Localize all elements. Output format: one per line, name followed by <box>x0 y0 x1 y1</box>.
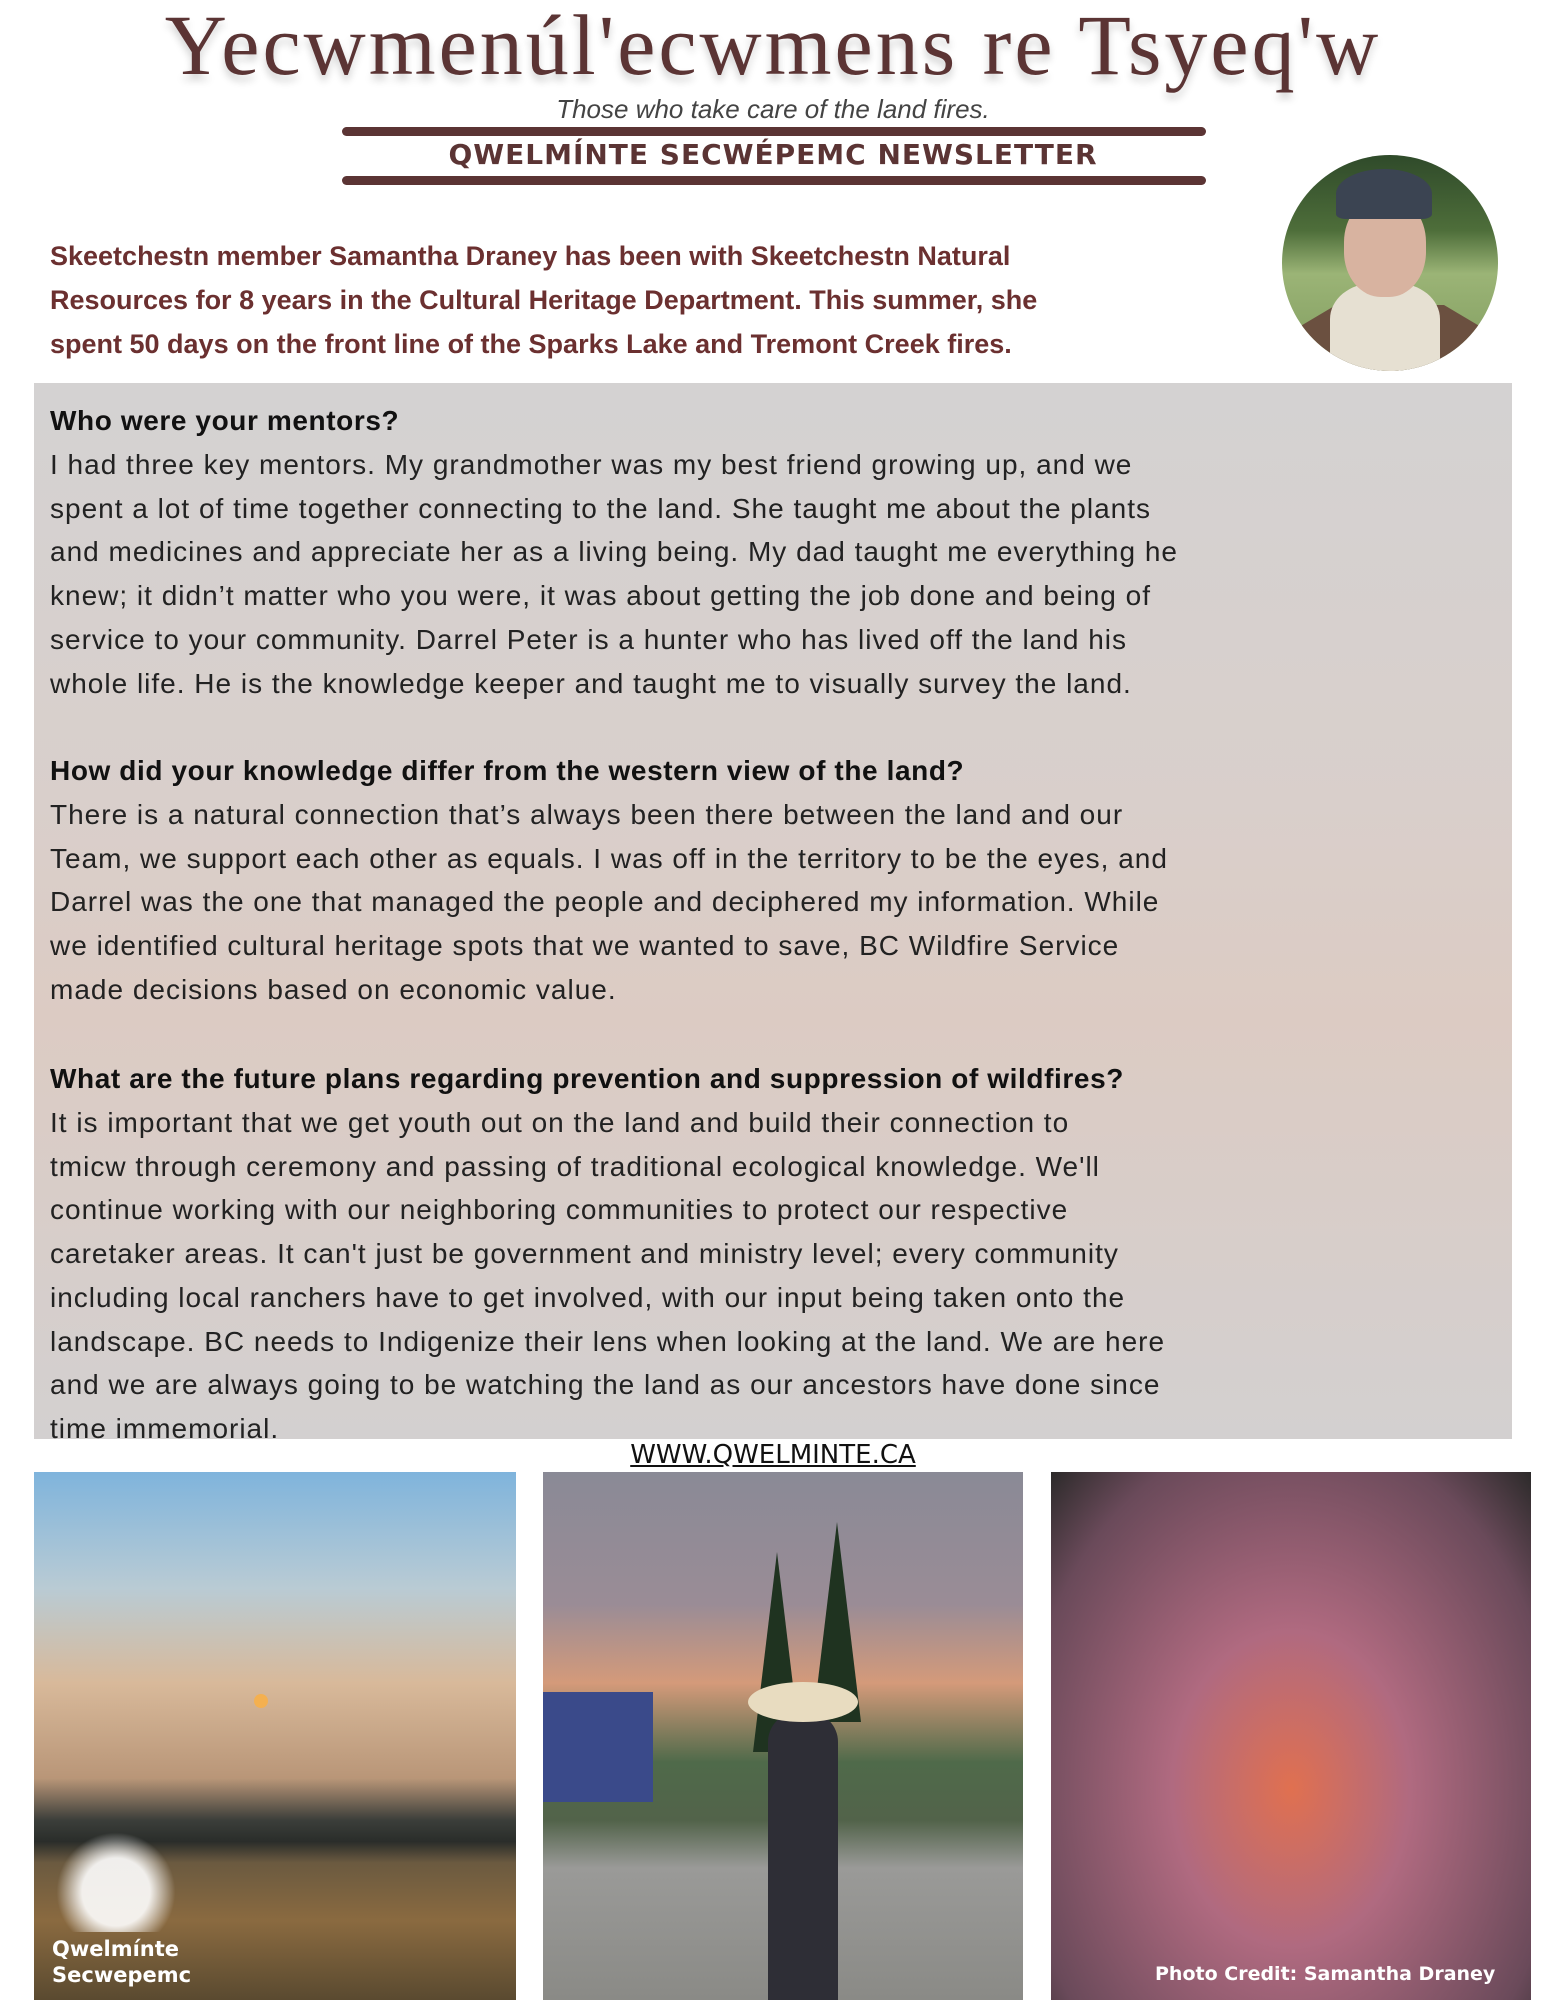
question-heading: How did your knowledge differ from the western view of the land? <box>50 755 965 786</box>
answer-line: landscape. BC needs to Indigenize their lens when looking at the land. We are here <box>50 1325 1166 1357</box>
answer-line: It is important that we get youth out on the land and build their connection to <box>50 1107 1070 1138</box>
intro-line: Resources for 8 years in the Cultural Heritage Department. This summer, she <box>50 285 1038 315</box>
fire-road-photo <box>543 1472 1023 2000</box>
question-heading: Who were your mentors? <box>50 405 400 436</box>
answer-line: There is a natural connection that’s always been there between the land and our <box>50 799 1124 830</box>
portrait-photo <box>1282 155 1498 371</box>
answer-line: I had three key mentors. My grandmother was my best friend growing up, and we <box>50 449 1133 480</box>
answer-line: time immemorial. <box>50 1412 280 1444</box>
logo-text: Qwelmínte Secwepemc <box>52 1937 192 1987</box>
divider-top <box>342 127 1206 136</box>
intro-line: spent 50 days on the front line of the Sparks Lake and Tremont Creek fires. <box>50 329 1012 359</box>
porcupine-logo-icon <box>56 1832 176 1932</box>
answer-line: continue working with our neighboring communities to protect our respective <box>50 1194 1069 1226</box>
forest-fire-photo <box>1051 1472 1531 2000</box>
website-link[interactable]: WWW.QWELMINTE.CA <box>630 1440 916 1470</box>
tagline: Those who take care of the land fires. <box>556 94 990 124</box>
answer-line: and medicines and appreciate her as a living being. My dad taught me everything he <box>50 536 1178 568</box>
answer-line: knew; it didn’t matter who you were, it was about getting the job done and being of <box>50 580 1151 612</box>
lake-smoke-photo <box>34 1472 516 2000</box>
intro-line: Skeetchestn member Samantha Draney has been with Skeetchestn Natural <box>50 241 1011 271</box>
answer-line: service to your community. Darrel Peter is a hunter who has lived off the land his <box>50 623 1127 655</box>
question-heading: What are the future plans regarding prevention and suppression of wildfires? <box>50 1063 1124 1094</box>
intro-paragraph <box>50 234 1270 366</box>
answer-line: spent a lot of time together connecting to the land. She taught me about the plants <box>50 492 1152 524</box>
answer-line: tmicw through ceremony and passing of traditional ecological knowledge. We'll <box>50 1150 1100 1182</box>
answer-line: whole life. He is the knowledge keeper and taught me to visually survey the land. <box>50 667 1132 699</box>
answer-line: we identified cultural heritage spots that we wanted to save, BC Wildfire Service <box>50 930 1120 962</box>
answer-line: and we are always going to be watching the land as our ancestors have done since <box>50 1369 1161 1401</box>
newsletter-label: QWELMÍNTE SECWÉPEMC NEWSLETTER <box>448 138 1098 171</box>
answer-line: caretaker areas. It can't just be government and ministry level; every community <box>50 1238 1119 1270</box>
answer-line: Team, we support each other as equals. I was off in the territory to be the eyes, and <box>50 842 1168 874</box>
divider-bottom <box>342 176 1206 185</box>
answer-line: Darrel was the one that managed the people and deciphered my information. While <box>50 886 1160 918</box>
answer-line: including local ranchers have to get involved, with our input being taken onto the <box>50 1281 1126 1313</box>
photo-credit: Photo Credit: Samantha Draney <box>1155 1963 1496 1985</box>
answer-line: made decisions based on economic value. <box>50 973 617 1005</box>
newsletter-title: Yecwmenúl'ecwmens re Tsyeq'w <box>164 0 1382 93</box>
